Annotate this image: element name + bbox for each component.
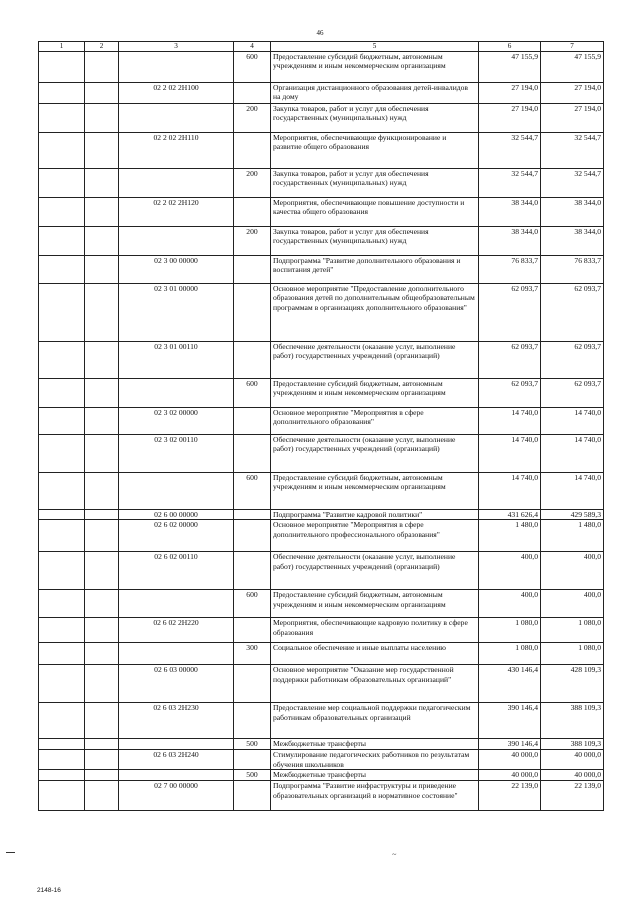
col1-cell <box>39 342 85 379</box>
col2-cell <box>85 198 119 227</box>
amount-col7-cell: 1 080,0 <box>541 643 604 665</box>
col2-cell <box>85 408 119 435</box>
amount-col7-cell: 1 080,0 <box>541 618 604 643</box>
header-cell-1: 1 <box>39 42 85 52</box>
expense-type-cell: 500 <box>234 739 271 750</box>
header-row <box>39 42 604 52</box>
expense-type-cell: 600 <box>234 590 271 618</box>
description-cell: Предоставление субсидий бюджетным, автономным учреждениям и иным некоммерческим организациям <box>271 473 479 510</box>
col2-cell <box>85 284 119 342</box>
col2-cell <box>85 770 119 781</box>
target-code-cell <box>119 770 234 781</box>
signature-mark: ~ <box>392 850 397 859</box>
table-row <box>39 408 604 435</box>
col1-cell <box>39 643 85 665</box>
col1-cell <box>39 169 85 198</box>
expense-type-cell: 200 <box>234 169 271 198</box>
col2-cell <box>85 781 119 811</box>
amount-col6-cell: 14 740,0 <box>479 435 541 473</box>
col1-cell <box>39 256 85 284</box>
amount-col7-cell: 47 155,9 <box>541 52 604 83</box>
table-row <box>39 703 604 739</box>
amount-col7-cell: 14 740,0 <box>541 473 604 510</box>
amount-col7-cell: 40 000,0 <box>541 750 604 770</box>
target-code-cell: 02 6 02 2Н220 <box>119 618 234 643</box>
amount-col6-cell: 1 480,0 <box>479 520 541 552</box>
expense-type-cell <box>234 284 271 342</box>
footer-code: 2148-16 <box>37 887 61 894</box>
description-cell: Межбюджетные трансферты <box>271 739 479 750</box>
amount-col6-cell: 14 740,0 <box>479 473 541 510</box>
target-code-cell <box>119 169 234 198</box>
amount-col6-cell: 390 146,4 <box>479 739 541 750</box>
amount-col7-cell: 38 344,0 <box>541 198 604 227</box>
target-code-cell: 02 3 02 00000 <box>119 408 234 435</box>
amount-col6-cell: 22 139,0 <box>479 781 541 811</box>
target-code-cell: 02 7 00 00000 <box>119 781 234 811</box>
amount-col6-cell: 400,0 <box>479 552 541 590</box>
target-code-cell <box>119 104 234 133</box>
table-row <box>39 52 604 83</box>
target-code-cell: 02 3 02 00110 <box>119 435 234 473</box>
col2-cell <box>85 133 119 169</box>
header-cell-4: 4 <box>234 42 271 52</box>
amount-col7-cell: 388 109,3 <box>541 703 604 739</box>
header-cell-5: 5 <box>271 42 479 52</box>
col1-cell <box>39 284 85 342</box>
description-cell: Основное мероприятие "Мероприятия в сфере дополнительного профессионального образования" <box>271 520 479 552</box>
amount-col6-cell: 47 155,9 <box>479 52 541 83</box>
col1-cell <box>39 665 85 703</box>
table-row <box>39 643 604 665</box>
amount-col6-cell: 431 626,4 <box>479 510 541 520</box>
description-cell: Предоставление субсидий бюджетным, автономным учреждениям и иным некоммерческим организациям <box>271 379 479 408</box>
table-row <box>39 665 604 703</box>
target-code-cell: 02 6 02 00000 <box>119 520 234 552</box>
description-cell: Предоставление мер социальной поддержки педагогическим работникам образовательных организаций <box>271 703 479 739</box>
col1-cell <box>39 781 85 811</box>
expense-type-cell <box>234 408 271 435</box>
amount-col7-cell: 428 109,3 <box>541 665 604 703</box>
col1-cell <box>39 618 85 643</box>
amount-col6-cell: 32 544,7 <box>479 133 541 169</box>
amount-col6-cell: 32 544,7 <box>479 169 541 198</box>
expense-type-cell <box>234 750 271 770</box>
amount-col7-cell: 1 480,0 <box>541 520 604 552</box>
description-cell: Социальное обеспечение и иные выплаты населению <box>271 643 479 665</box>
description-cell: Закупка товаров, работ и услуг для обеспечения государственных (муниципальных) нужд <box>271 169 479 198</box>
description-cell: Закупка товаров, работ и услуг для обеспечения государственных (муниципальных) нужд <box>271 227 479 256</box>
col2-cell <box>85 227 119 256</box>
expense-type-cell <box>234 133 271 169</box>
table-row <box>39 739 604 750</box>
description-cell: Обеспечение деятельности (оказание услуг, выполнение работ) государственных учреждений (организаций) <box>271 552 479 590</box>
table-row <box>39 379 604 408</box>
amount-col6-cell: 400,0 <box>479 590 541 618</box>
target-code-cell: 02 6 02 00110 <box>119 552 234 590</box>
target-code-cell: 02 2 02 2Н110 <box>119 133 234 169</box>
amount-col7-cell: 76 833,7 <box>541 256 604 284</box>
header-cell-3: 3 <box>119 42 234 52</box>
table-row <box>39 198 604 227</box>
col1-cell <box>39 739 85 750</box>
col1-cell <box>39 510 85 520</box>
amount-col6-cell: 390 146,4 <box>479 703 541 739</box>
amount-col6-cell: 1 080,0 <box>479 643 541 665</box>
target-code-cell <box>119 739 234 750</box>
description-cell: Подпрограмма "Развитие кадровой политики" <box>271 510 479 520</box>
col1-cell <box>39 104 85 133</box>
expense-type-cell: 500 <box>234 770 271 781</box>
expense-type-cell <box>234 703 271 739</box>
amount-col7-cell: 400,0 <box>541 552 604 590</box>
col2-cell <box>85 435 119 473</box>
col1-cell <box>39 379 85 408</box>
amount-col6-cell: 14 740,0 <box>479 408 541 435</box>
expense-type-cell: 200 <box>234 227 271 256</box>
amount-col7-cell: 22 139,0 <box>541 781 604 811</box>
expense-type-cell <box>234 198 271 227</box>
amount-col6-cell: 27 194,0 <box>479 83 541 104</box>
description-cell: Основное мероприятие "Мероприятия в сфере дополнительного образования" <box>271 408 479 435</box>
amount-col7-cell: 62 093,7 <box>541 379 604 408</box>
col1-cell <box>39 133 85 169</box>
expense-type-cell: 600 <box>234 52 271 83</box>
col2-cell <box>85 104 119 133</box>
col1-cell <box>39 83 85 104</box>
target-code-cell <box>119 52 234 83</box>
target-code-cell: 02 6 03 2Н230 <box>119 703 234 739</box>
target-code-cell: 02 2 02 2Н120 <box>119 198 234 227</box>
col2-cell <box>85 590 119 618</box>
expense-type-cell <box>234 520 271 552</box>
target-code-cell: 02 3 00 00000 <box>119 256 234 284</box>
target-code-cell: 02 3 01 00110 <box>119 342 234 379</box>
col1-cell <box>39 198 85 227</box>
table-row <box>39 227 604 256</box>
table-row <box>39 510 604 520</box>
description-cell: Мероприятия, обеспечивающие повышение доступности и качества общего образования <box>271 198 479 227</box>
description-cell: Обеспечение деятельности (оказание услуг, выполнение работ) государственных учреждений (организаций) <box>271 435 479 473</box>
expense-type-cell <box>234 665 271 703</box>
target-code-cell <box>119 227 234 256</box>
amount-col7-cell: 38 344,0 <box>541 227 604 256</box>
table-row <box>39 473 604 510</box>
expense-type-cell: 200 <box>234 104 271 133</box>
amount-col6-cell: 40 000,0 <box>479 770 541 781</box>
expense-type-cell <box>234 618 271 643</box>
col1-cell <box>39 590 85 618</box>
amount-col7-cell: 400,0 <box>541 590 604 618</box>
expense-type-cell: 600 <box>234 473 271 510</box>
table-row <box>39 83 604 104</box>
expense-type-cell <box>234 510 271 520</box>
page-number: 46 <box>316 29 324 37</box>
col2-cell <box>85 643 119 665</box>
description-cell: Предоставление субсидий бюджетным, автономным учреждениям и иным некоммерческим организациям <box>271 52 479 83</box>
target-code-cell <box>119 590 234 618</box>
description-cell: Мероприятия, обеспечивающие кадровую политику в сфере образования <box>271 618 479 643</box>
expense-type-cell <box>234 435 271 473</box>
col1-cell <box>39 552 85 590</box>
target-code-cell: 02 6 03 2Н240 <box>119 750 234 770</box>
col1-cell <box>39 703 85 739</box>
col1-cell <box>39 435 85 473</box>
col2-cell <box>85 342 119 379</box>
col2-cell <box>85 473 119 510</box>
amount-col6-cell: 430 146,4 <box>479 665 541 703</box>
col1-cell <box>39 473 85 510</box>
amount-col6-cell: 76 833,7 <box>479 256 541 284</box>
table-row <box>39 590 604 618</box>
amount-col7-cell: 14 740,0 <box>541 435 604 473</box>
description-cell: Стимулирование педагогических работников по результатам обучения школьников <box>271 750 479 770</box>
table-row <box>39 552 604 590</box>
expense-type-cell <box>234 83 271 104</box>
target-code-cell: 02 6 00 00000 <box>119 510 234 520</box>
expense-type-cell <box>234 256 271 284</box>
table-row <box>39 133 604 169</box>
description-cell: Предоставление субсидий бюджетным, автономным учреждениям и иным некоммерческим организациям <box>271 590 479 618</box>
target-code-cell <box>119 379 234 408</box>
expense-type-cell <box>234 552 271 590</box>
amount-col7-cell: 27 194,0 <box>541 104 604 133</box>
table-row <box>39 342 604 379</box>
amount-col7-cell: 14 740,0 <box>541 408 604 435</box>
budget-table <box>38 41 604 811</box>
amount-col7-cell: 32 544,7 <box>541 133 604 169</box>
col2-cell <box>85 552 119 590</box>
amount-col6-cell: 38 344,0 <box>479 198 541 227</box>
amount-col7-cell: 27 194,0 <box>541 83 604 104</box>
table-row <box>39 169 604 198</box>
amount-col6-cell: 27 194,0 <box>479 104 541 133</box>
col1-cell <box>39 770 85 781</box>
table-row <box>39 284 604 342</box>
amount-col7-cell: 62 093,7 <box>541 342 604 379</box>
expense-type-cell: 300 <box>234 643 271 665</box>
amount-col6-cell: 62 093,7 <box>479 342 541 379</box>
table-row <box>39 618 604 643</box>
description-cell: Организация дистанционного образования детей-инвалидов на дому <box>271 83 479 104</box>
table-row <box>39 256 604 284</box>
amount-col7-cell: 429 589,3 <box>541 510 604 520</box>
amount-col7-cell: 32 544,7 <box>541 169 604 198</box>
table-row <box>39 781 604 811</box>
header-cell-6: 6 <box>479 42 541 52</box>
target-code-cell: 02 6 03 00000 <box>119 665 234 703</box>
header-cell-7: 7 <box>541 42 604 52</box>
target-code-cell: 02 2 02 2Н100 <box>119 83 234 104</box>
description-cell: Обеспечение деятельности (оказание услуг, выполнение работ) государственных учреждений (организаций) <box>271 342 479 379</box>
header-cell-2: 2 <box>85 42 119 52</box>
target-code-cell: 02 3 01 00000 <box>119 284 234 342</box>
margin-mark <box>6 852 15 853</box>
description-cell: Основное мероприятие "Оказание мер государственной поддержки работникам образовательных организаций" <box>271 665 479 703</box>
amount-col6-cell: 38 344,0 <box>479 227 541 256</box>
col2-cell <box>85 510 119 520</box>
col2-cell <box>85 618 119 643</box>
amount-col6-cell: 62 093,7 <box>479 284 541 342</box>
table-row <box>39 750 604 770</box>
col2-cell <box>85 750 119 770</box>
table-row <box>39 770 604 781</box>
amount-col7-cell: 40 000,0 <box>541 770 604 781</box>
col2-cell <box>85 703 119 739</box>
col2-cell <box>85 520 119 552</box>
description-cell: Межбюджетные трансферты <box>271 770 479 781</box>
target-code-cell <box>119 473 234 510</box>
col1-cell <box>39 52 85 83</box>
description-cell: Подпрограмма "Развитие дополнительного образования и воспитания детей" <box>271 256 479 284</box>
col2-cell <box>85 739 119 750</box>
table-row <box>39 520 604 552</box>
amount-col6-cell: 40 000,0 <box>479 750 541 770</box>
col2-cell <box>85 169 119 198</box>
target-code-cell <box>119 643 234 665</box>
col2-cell <box>85 52 119 83</box>
description-cell: Основное мероприятие "Предоставление дополнительного образования детей по дополнительным общеобразовательным программам в организациях дополнительного образования" <box>271 284 479 342</box>
amount-col6-cell: 62 093,7 <box>479 379 541 408</box>
col2-cell <box>85 665 119 703</box>
col1-cell <box>39 227 85 256</box>
description-cell: Подпрограмма "Развитие инфраструктуры и приведение образовательных организаций в нормативное состояние" <box>271 781 479 811</box>
col1-cell <box>39 408 85 435</box>
col2-cell <box>85 256 119 284</box>
amount-col7-cell: 62 093,7 <box>541 284 604 342</box>
description-cell: Закупка товаров, работ и услуг для обеспечения государственных (муниципальных) нужд <box>271 104 479 133</box>
expense-type-cell <box>234 781 271 811</box>
amount-col7-cell: 388 109,3 <box>541 739 604 750</box>
table-row <box>39 435 604 473</box>
expense-type-cell <box>234 342 271 379</box>
amount-col6-cell: 1 080,0 <box>479 618 541 643</box>
description-cell: Мероприятия, обеспечивающие функционирование и развитие общего образования <box>271 133 479 169</box>
col1-cell <box>39 750 85 770</box>
col1-cell <box>39 520 85 552</box>
expense-type-cell: 600 <box>234 379 271 408</box>
table-row <box>39 104 604 133</box>
col2-cell <box>85 379 119 408</box>
col2-cell <box>85 83 119 104</box>
